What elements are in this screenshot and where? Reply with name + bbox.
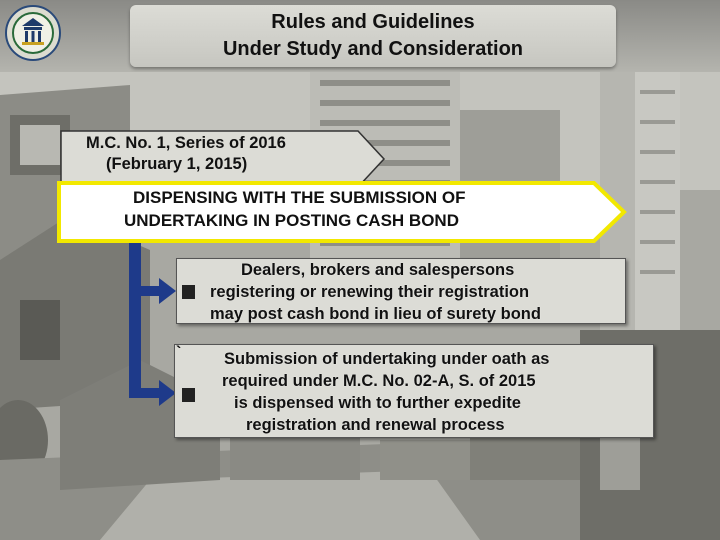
point-2-line3: is dispensed with to further expedite: [234, 394, 521, 412]
stray-mark: `: [176, 344, 182, 361]
page-title-line1: Rules and Guidelines: [271, 11, 475, 33]
subject-line2: UNDERTAKING IN POSTING CASH BOND: [124, 211, 459, 230]
point-1-line1: Dealers, brokers and salespersons: [241, 261, 515, 279]
memo-date: (February 1, 2015): [106, 155, 248, 173]
bullet-square-icon: [182, 285, 195, 299]
point-2-line4: registration and renewal process: [246, 416, 505, 434]
bullet-square-icon: [182, 388, 195, 402]
subject-line1: DISPENSING WITH THE SUBMISSION OF: [133, 188, 466, 207]
point-1-line3: may post cash bond in lieu of surety bond: [210, 305, 541, 323]
page-title-line2: Under Study and Consideration: [222, 38, 524, 60]
point-2-line2: required under M.C. No. 02-A, S. of 2015: [222, 372, 536, 390]
memo-number: M.C. No. 1, Series of 2016: [86, 134, 286, 152]
point-2-line1: Submission of undertaking under oath as: [224, 350, 550, 368]
point-1-line2: registering or renewing their registration: [210, 283, 530, 301]
